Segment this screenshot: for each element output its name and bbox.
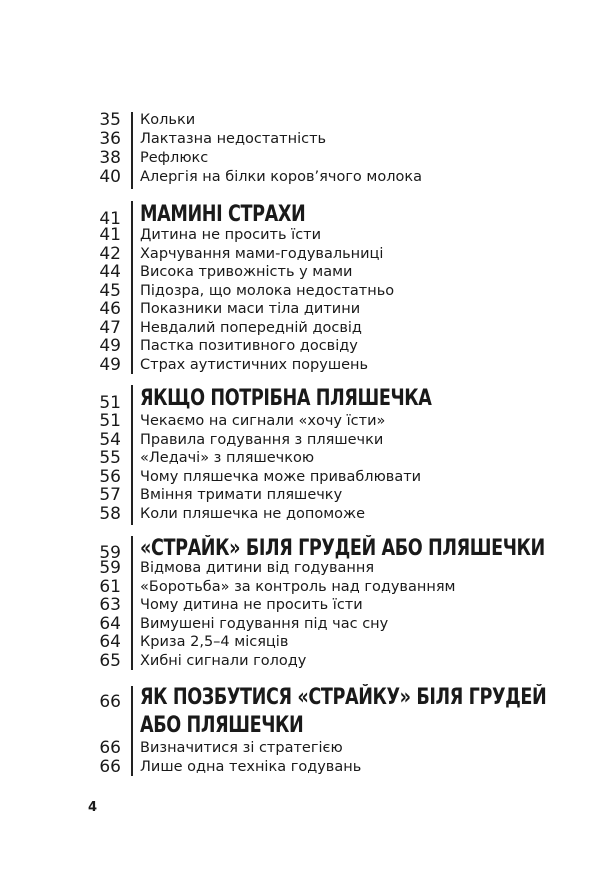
toc-chapter-heading bbox=[0, 384, 600, 414]
toc-page-number: 40 bbox=[99, 167, 121, 187]
toc-entry bbox=[0, 505, 600, 524]
toc-entry bbox=[0, 226, 600, 245]
toc-page-number: 49 bbox=[99, 354, 121, 375]
toc-chapter-heading-continued bbox=[0, 711, 600, 741]
toc-entry bbox=[0, 337, 600, 356]
toc-page-number: 66 bbox=[99, 692, 121, 712]
toc-page-number: 61 bbox=[99, 576, 121, 597]
toc-page-number: 55 bbox=[99, 448, 121, 468]
toc-entry bbox=[0, 282, 600, 301]
toc-entry bbox=[0, 245, 600, 264]
toc-entry bbox=[0, 615, 600, 634]
toc-entry bbox=[0, 168, 600, 187]
toc-entry-title: Правила годування з пляшечки bbox=[140, 431, 384, 448]
toc-entry-title: Рефлюкс bbox=[140, 150, 209, 166]
toc-entry bbox=[0, 758, 600, 777]
toc-entry-title: Визначитися зі стратегією bbox=[140, 740, 343, 756]
toc-entry bbox=[0, 486, 600, 505]
toc-page-number: 44 bbox=[99, 262, 121, 282]
toc-entry bbox=[0, 468, 600, 487]
toc-entry bbox=[0, 739, 600, 758]
page-number: 4 bbox=[88, 800, 98, 815]
toc-chapter-title: ЯК ПОЗБУТИСЯ «СТРАЙКУ» БІЛЯ ГРУДЕЙ bbox=[140, 685, 547, 710]
toc-page-number: 41 bbox=[99, 225, 121, 245]
toc-entry-title: Криза 2,5–4 місяців bbox=[140, 634, 289, 650]
toc-chapter-heading bbox=[0, 683, 600, 713]
toc-page-number: 47 bbox=[99, 317, 121, 338]
toc-entry-title: Кольки bbox=[140, 112, 196, 128]
toc-entry bbox=[0, 412, 600, 431]
toc-page-number: 56 bbox=[99, 466, 121, 487]
toc-chapter-title: ЯКЩО ПОТРІБНА ПЛЯШЕЧКА bbox=[140, 386, 432, 411]
toc-chapter-title: МАМИНІ СТРАХИ bbox=[140, 202, 306, 227]
toc-page-number: 51 bbox=[99, 411, 121, 431]
toc-entry bbox=[0, 300, 600, 319]
toc-page-number: 54 bbox=[99, 429, 121, 450]
toc-entry-title: Показники маси тіла дитини bbox=[140, 301, 361, 317]
toc-entry-title: Висока тривожність у мами bbox=[140, 264, 353, 280]
toc-entry bbox=[0, 149, 600, 168]
toc-entry-title: «Ледачі» з пляшечкою bbox=[140, 450, 315, 466]
toc-entry bbox=[0, 356, 600, 375]
toc-page-number: 57 bbox=[99, 485, 121, 505]
toc-entry bbox=[0, 263, 600, 282]
toc-page-number: 49 bbox=[99, 336, 121, 356]
toc-page-number: 66 bbox=[99, 738, 121, 758]
toc-page-number: 59 bbox=[99, 558, 121, 578]
toc-page-number: 36 bbox=[99, 129, 121, 149]
toc-entry bbox=[0, 449, 600, 468]
toc-entry bbox=[0, 652, 600, 671]
toc-entry bbox=[0, 431, 600, 450]
toc-page-number: 51 bbox=[99, 393, 121, 413]
toc-entry bbox=[0, 596, 600, 615]
toc-entry bbox=[0, 633, 600, 652]
toc-entry-title: Алергія на білки коров’ячого молока bbox=[140, 169, 423, 185]
toc-entry bbox=[0, 319, 600, 338]
toc-entry-title: Хибні сигнали голоду bbox=[140, 652, 307, 669]
toc-page-number: 63 bbox=[99, 595, 121, 615]
toc-page-number: 58 bbox=[99, 503, 121, 524]
toc-entry-title: Вимушені годування під час сну bbox=[140, 615, 389, 632]
toc-entry bbox=[0, 578, 600, 597]
toc-page-number: 59 bbox=[99, 543, 121, 563]
toc-entry-title: Дитина не просить їсти bbox=[140, 227, 322, 243]
toc-entry-title: Лише одна техніка годувань bbox=[140, 758, 362, 775]
toc-page-number: 64 bbox=[99, 613, 121, 634]
toc-page-number: 65 bbox=[99, 650, 121, 671]
toc-entry-title: Чекаємо на сигнали «хочу їсти» bbox=[140, 413, 386, 429]
toc-entry-title: Відмова дитини від годування bbox=[140, 560, 375, 576]
toc-entry-title: Чому дитина не просить їсти bbox=[140, 597, 363, 613]
toc-entry-title: Вміння тримати пляшечку bbox=[140, 487, 343, 503]
toc-page-number: 38 bbox=[99, 148, 121, 168]
toc-entry-title: Страх аутистичних порушень bbox=[140, 356, 369, 373]
toc-page-number: 45 bbox=[99, 280, 121, 301]
toc-entry bbox=[0, 130, 600, 149]
toc-entry bbox=[0, 559, 600, 578]
toc-page-number: 35 bbox=[99, 110, 121, 130]
toc-page-number: 46 bbox=[99, 299, 121, 319]
toc-entry-title: Підозра, що молока недостатньо bbox=[140, 282, 395, 299]
toc-page-number: 41 bbox=[99, 209, 121, 229]
toc-page-number: 66 bbox=[99, 756, 121, 777]
toc-entry-title: Невдалий попередній досвід bbox=[140, 319, 362, 336]
toc-entry-title: Коли пляшечка не допоможе bbox=[140, 505, 365, 522]
toc-page-number: 64 bbox=[99, 632, 121, 652]
toc-entry-title: Пастка позитивного досвіду bbox=[140, 338, 358, 354]
toc-entry-title: Лактазна недостатність bbox=[140, 131, 327, 147]
toc-entry bbox=[0, 111, 600, 130]
toc-chapter-title-line2: АБО ПЛЯШЕЧКИ bbox=[140, 713, 304, 738]
toc-entry-title: Чому пляшечка може приваблювати bbox=[140, 468, 422, 485]
toc-chapter-title: «СТРАЙК» БІЛЯ ГРУДЕЙ АБО ПЛЯШЕЧКИ bbox=[140, 536, 545, 561]
toc-page-number: 42 bbox=[99, 243, 121, 264]
toc-entry-title: Харчування мами-годувальниці bbox=[140, 245, 384, 262]
toc-entry-title: «Боротьба» за контроль над годуванням bbox=[140, 578, 456, 595]
